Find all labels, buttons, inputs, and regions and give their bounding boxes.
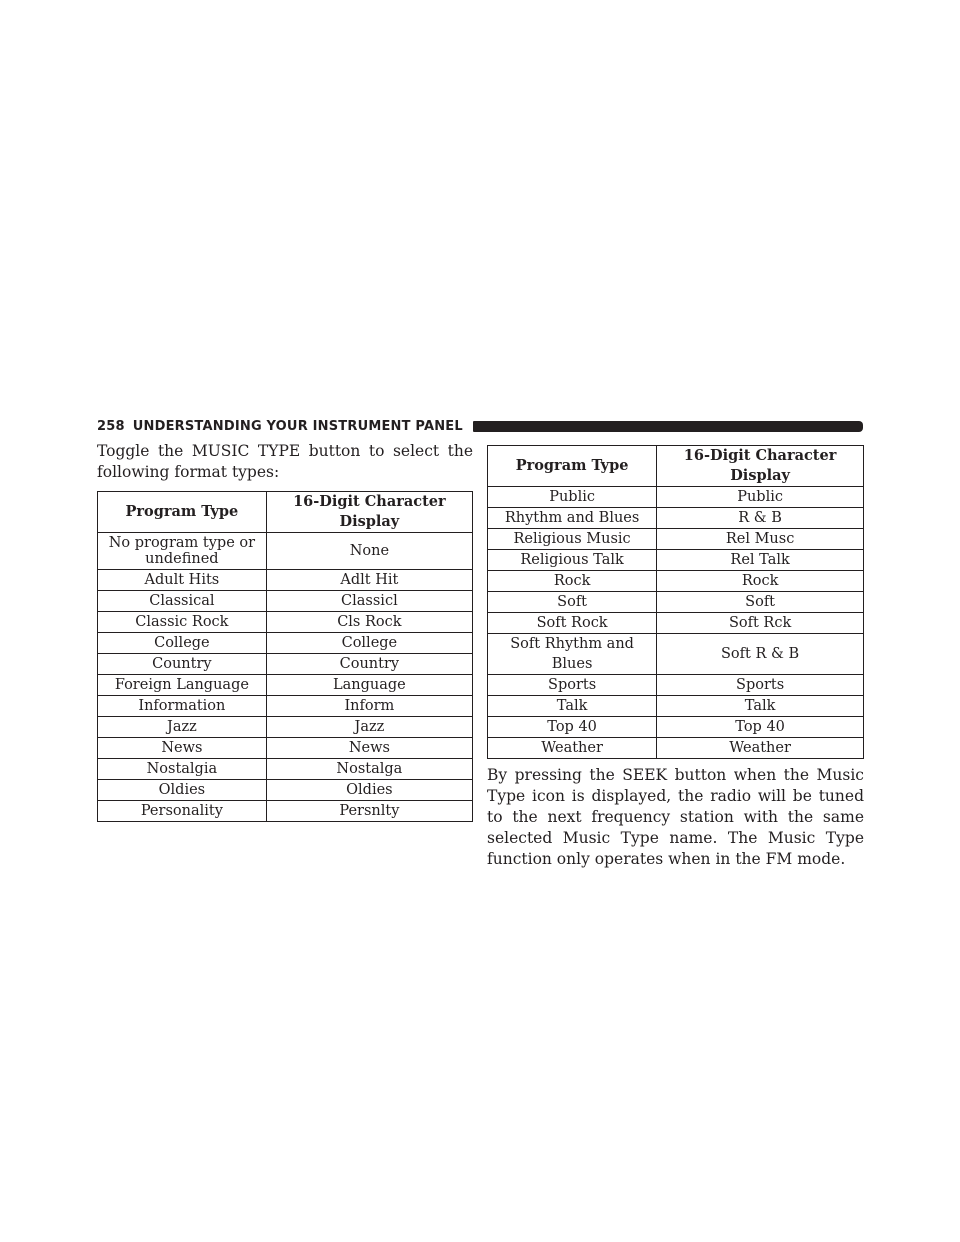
program-type-table-right xyxy=(487,445,864,759)
program-type-cell: Soft Rhythm and Blues xyxy=(488,634,657,675)
table-row xyxy=(488,717,864,738)
table-row xyxy=(98,570,473,591)
column-header: Program Type xyxy=(98,492,267,533)
table-row xyxy=(488,613,864,634)
table-row xyxy=(488,696,864,717)
program-type-cell: Soft xyxy=(488,592,657,613)
display-cell: College xyxy=(266,633,472,654)
display-cell: Inform xyxy=(266,696,472,717)
display-cell: Soft Rck xyxy=(657,613,864,634)
section-title: UNDERSTANDING YOUR INSTRUMENT PANEL xyxy=(132,418,463,434)
display-cell: Adlt Hit xyxy=(266,570,472,591)
display-cell: Cls Rock xyxy=(266,612,472,633)
table-row xyxy=(488,634,864,675)
program-type-cell: Weather xyxy=(488,738,657,759)
display-cell: Language xyxy=(266,675,472,696)
table-row xyxy=(488,571,864,592)
display-cell: Talk xyxy=(657,696,864,717)
display-cell: Top 40 xyxy=(657,717,864,738)
display-cell: Rel Talk xyxy=(657,550,864,571)
table-row xyxy=(488,529,864,550)
program-type-cell: News xyxy=(98,738,267,759)
program-type-cell: Nostalgia xyxy=(98,759,267,780)
intro-paragraph: Toggle the MUSIC TYPE button to select the following format types: xyxy=(97,442,473,481)
table-row xyxy=(488,675,864,696)
program-type-cell: Talk xyxy=(488,696,657,717)
table-header-row xyxy=(488,446,864,487)
program-type-cell: Classical xyxy=(98,591,267,612)
column-header: Program Type xyxy=(488,446,657,487)
program-type-cell: Top 40 xyxy=(488,717,657,738)
table-row xyxy=(98,591,473,612)
seek-paragraph: By pressing the SEEK button when the Music Type icon is displayed, the radio will be tuned to the next frequency station with the same selected Music Type name. The Music Type function only operates when in the FM mode. xyxy=(487,766,864,868)
display-cell: Sports xyxy=(657,675,864,696)
table-row xyxy=(98,533,473,570)
program-type-cell: Rhythm and Blues xyxy=(488,508,657,529)
program-type-cell: Public xyxy=(488,487,657,508)
display-cell: None xyxy=(266,533,472,570)
display-cell: News xyxy=(266,738,472,759)
program-type-cell: Jazz xyxy=(98,717,267,738)
display-cell: Soft R & B xyxy=(657,634,864,675)
column-header: 16-Digit Character Display xyxy=(657,446,864,487)
right-column xyxy=(487,445,864,870)
program-type-cell: Personality xyxy=(98,801,267,822)
program-type-cell: Religious Talk xyxy=(488,550,657,571)
table-row xyxy=(98,780,473,801)
program-type-cell: Country xyxy=(98,654,267,675)
display-cell: Persnlty xyxy=(266,801,472,822)
table-row xyxy=(98,675,473,696)
table-row xyxy=(98,612,473,633)
table-row xyxy=(98,633,473,654)
table-row xyxy=(488,592,864,613)
display-cell: Rock xyxy=(657,571,864,592)
table-row xyxy=(98,696,473,717)
table-row xyxy=(98,801,473,822)
table-header-row xyxy=(98,492,473,533)
program-type-cell: College xyxy=(98,633,267,654)
display-cell: Jazz xyxy=(266,717,472,738)
left-column xyxy=(97,441,473,822)
program-type-table-left xyxy=(97,491,473,822)
table-row xyxy=(488,508,864,529)
table-row xyxy=(98,654,473,675)
header-rule xyxy=(473,421,863,432)
table-row xyxy=(98,717,473,738)
table-row xyxy=(98,759,473,780)
program-type-cell: Adult Hits xyxy=(98,570,267,591)
program-type-cell: Information xyxy=(98,696,267,717)
display-cell: Public xyxy=(657,487,864,508)
table-row xyxy=(488,550,864,571)
page-header xyxy=(97,416,863,436)
program-type-cell: No program type or undefined xyxy=(98,533,267,570)
column-header: 16-Digit Character Display xyxy=(266,492,472,533)
program-type-cell: Oldies xyxy=(98,780,267,801)
display-cell: Classicl xyxy=(266,591,472,612)
program-type-cell: Sports xyxy=(488,675,657,696)
program-type-cell: Foreign Language xyxy=(98,675,267,696)
program-type-cell: Classic Rock xyxy=(98,612,267,633)
display-cell: R & B xyxy=(657,508,864,529)
page-number: 258 xyxy=(97,418,125,434)
program-type-cell: Religious Music xyxy=(488,529,657,550)
display-cell: Weather xyxy=(657,738,864,759)
display-cell: Soft xyxy=(657,592,864,613)
display-cell: Country xyxy=(266,654,472,675)
table-row xyxy=(488,738,864,759)
table-row xyxy=(488,487,864,508)
program-type-cell: Soft Rock xyxy=(488,613,657,634)
table-row xyxy=(98,738,473,759)
display-cell: Oldies xyxy=(266,780,472,801)
program-type-cell: Rock xyxy=(488,571,657,592)
display-cell: Rel Musc xyxy=(657,529,864,550)
display-cell: Nostalga xyxy=(266,759,472,780)
